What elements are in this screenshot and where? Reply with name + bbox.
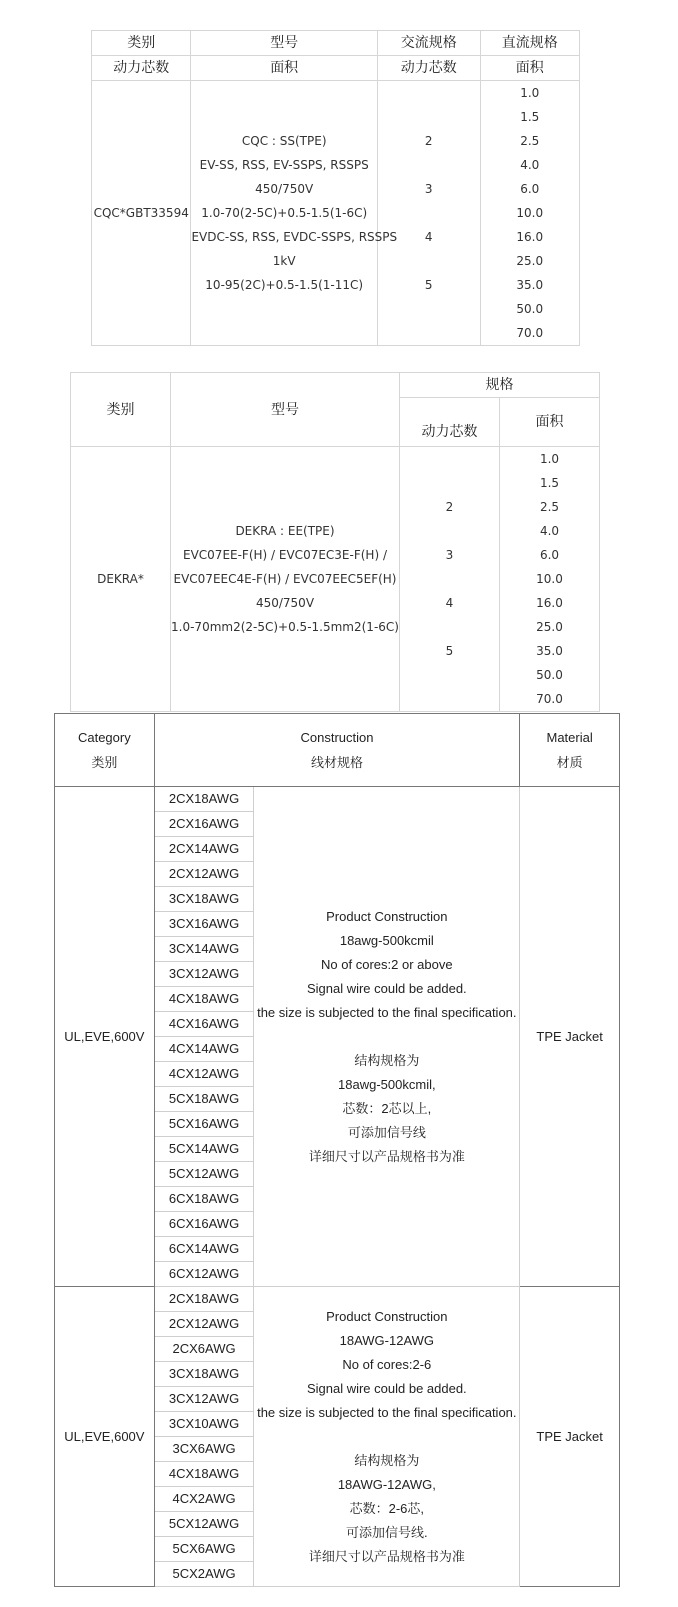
construction-item: 5CX12AWG (154, 1162, 254, 1187)
cores-value (378, 201, 480, 225)
model-line: EV-SS, RSS, EV-SSPS, RSSPS (199, 158, 369, 172)
area-value: 4.0 (520, 158, 540, 172)
construction-item: 3CX14AWG (154, 937, 254, 962)
construction-item: 3CX6AWG (154, 1437, 254, 1462)
material-cell: TPE Jacket (520, 1287, 620, 1587)
construction-item: 5CX2AWG (154, 1562, 254, 1587)
construction-item: 2CX12AWG (154, 862, 254, 887)
construction-item: 4CX12AWG (154, 1062, 254, 1087)
construction-item: 2CX6AWG (154, 1337, 254, 1362)
construction-item: 3CX18AWG (154, 887, 254, 912)
area-value: 6.0 (520, 182, 540, 196)
category-cell: UL,EVE,600V (55, 787, 155, 1287)
construction-item: 3CX18AWG (154, 1362, 254, 1387)
model-line: 1.0-70mm2(2-5C)+0.5-1.5mm2(1-6C) (171, 620, 399, 634)
cores-value: 5 (424, 278, 433, 292)
construction-description: Product Construction 18awg-500kcmil No of cores:2 or above Signal wire could be added. the size is subjected to the final specification. 结构规格为 18awg-500kcmil, 芯数：2芯以上, 可添加信号线 详细尺寸以产品规格书为准 (254, 787, 520, 1287)
ul-construction-table (54, 713, 620, 1587)
construction-item: 5CX16AWG (154, 1112, 254, 1137)
cores-value (378, 153, 480, 177)
construction-description: Product Construction 18AWG-12AWG No of cores:2-6 Signal wire could be added. the size is subjected to the final specification. 结构规格为 18AWG-12AWG, 芯数：2-6芯, 可添加信号线. 详细尺寸以产品规格书为准 (254, 1287, 520, 1587)
cores-value: 3 (424, 182, 433, 196)
cores-value: 3 (445, 548, 454, 562)
model-line: EVC07EEC4E-F(H) / EVC07EEC5EF(H) (173, 572, 397, 586)
area-value: 10.0 (516, 206, 544, 220)
construction-item: 6CX12AWG (154, 1262, 254, 1287)
header-category: Category 类别 (55, 714, 155, 787)
cores-value (400, 567, 499, 591)
area-value: 1.5 (520, 110, 540, 124)
construction-item: 3CX16AWG (154, 912, 254, 937)
model-line: EVDC-SS, RSS, EVDC-SSPS, RSSPS (191, 230, 398, 244)
model-line: 1kV (272, 254, 296, 268)
cores-value: 4 (445, 596, 454, 610)
model-line: 450/750V (255, 596, 315, 610)
construction-item: 4CX18AWG (154, 1462, 254, 1487)
header-category: 类别 (92, 31, 191, 56)
cores-value: 2 (445, 500, 454, 514)
construction-item: 5CX6AWG (154, 1537, 254, 1562)
construction-item: 2CX18AWG (154, 787, 254, 812)
category-cell: UL,EVE,600V (55, 1287, 155, 1587)
construction-item: 3CX10AWG (154, 1412, 254, 1437)
header-spec: 规格 (400, 373, 600, 398)
model-line: 1.0-70(2-5C)+0.5-1.5(1-6C) (201, 206, 368, 220)
cores-cell (400, 447, 500, 712)
subheader-area: 面积 (480, 56, 580, 81)
category-cell: DEKRA* (71, 447, 171, 712)
header-area: 面积 (500, 398, 600, 447)
model-line: DEKRA : EE(TPE) (235, 524, 335, 538)
construction-item: 5CX12AWG (154, 1512, 254, 1537)
construction-item: 2CX12AWG (154, 1312, 254, 1337)
area-value: 1.0 (539, 452, 560, 466)
dekra-spec-table (70, 372, 600, 712)
cores-value (400, 519, 499, 543)
model-line: 450/750V (255, 182, 314, 196)
header-material: Material 材质 (520, 714, 620, 787)
construction-item: 4CX18AWG (154, 987, 254, 1012)
subheader-area: 面积 (191, 56, 377, 81)
construction-item: 6CX18AWG (154, 1187, 254, 1212)
construction-item: 4CX2AWG (154, 1487, 254, 1512)
construction-item: 5CX18AWG (154, 1087, 254, 1112)
construction-item: 5CX14AWG (154, 1137, 254, 1162)
area-value: 10.0 (536, 572, 563, 586)
area-value: 50.0 (516, 302, 544, 316)
area-value: 50.0 (536, 668, 563, 682)
category-cell: CQC*GBT33594 (92, 81, 191, 346)
area-value: 1.5 (539, 476, 560, 490)
cqc-spec-table (91, 30, 580, 346)
cores-value (378, 249, 480, 273)
area-value: 35.0 (536, 644, 563, 658)
model-line: CQC : SS(TPE) (241, 134, 327, 148)
construction-item: 3CX12AWG (154, 1387, 254, 1412)
construction-item: 6CX14AWG (154, 1237, 254, 1262)
construction-item: 4CX14AWG (154, 1037, 254, 1062)
model-cell (171, 447, 400, 712)
subheader-cores: 动力芯数 (92, 56, 191, 81)
area-cell (500, 447, 600, 712)
area-value: 70.0 (536, 692, 563, 706)
area-value: 1.0 (520, 86, 540, 100)
area-value: 16.0 (536, 596, 563, 610)
area-value: 35.0 (516, 278, 544, 292)
construction-item: 3CX12AWG (154, 962, 254, 987)
construction-item: 2CX18AWG (154, 1287, 254, 1312)
header-model: 型号 (171, 373, 400, 447)
model-line: EVC07EE-F(H) / EVC07EC3E-F(H) / (183, 548, 387, 562)
area-value: 2.5 (520, 134, 540, 148)
model-line: 10-95(2C)+0.5-1.5(1-11C) (205, 278, 364, 292)
header-dc-spec: 直流规格 (480, 31, 580, 56)
material-cell: TPE Jacket (520, 787, 620, 1287)
area-value: 16.0 (516, 230, 544, 244)
cores-cell (377, 81, 480, 346)
cores-value: 4 (424, 230, 433, 244)
header-ac-spec: 交流规格 (377, 31, 480, 56)
header-category: 类别 (71, 373, 171, 447)
cores-value (400, 615, 499, 639)
cores-value: 5 (445, 644, 454, 658)
construction-item: 4CX16AWG (154, 1012, 254, 1037)
model-cell (191, 81, 398, 346)
area-cell (480, 81, 580, 346)
header-construction: Construction 线材规格 (154, 714, 520, 787)
subheader-cores: 动力芯数 (377, 56, 480, 81)
header-cores: 动力芯数 (400, 398, 500, 447)
area-value: 25.0 (516, 254, 544, 268)
construction-item: 2CX14AWG (154, 837, 254, 862)
area-value: 2.5 (539, 500, 560, 514)
area-value: 70.0 (516, 326, 544, 340)
area-value: 25.0 (536, 620, 563, 634)
construction-item: 6CX16AWG (154, 1212, 254, 1237)
area-value: 6.0 (539, 548, 560, 562)
area-value: 4.0 (539, 524, 560, 538)
header-model: 型号 (191, 31, 377, 56)
cores-value: 2 (424, 134, 433, 148)
construction-item: 2CX16AWG (154, 812, 254, 837)
